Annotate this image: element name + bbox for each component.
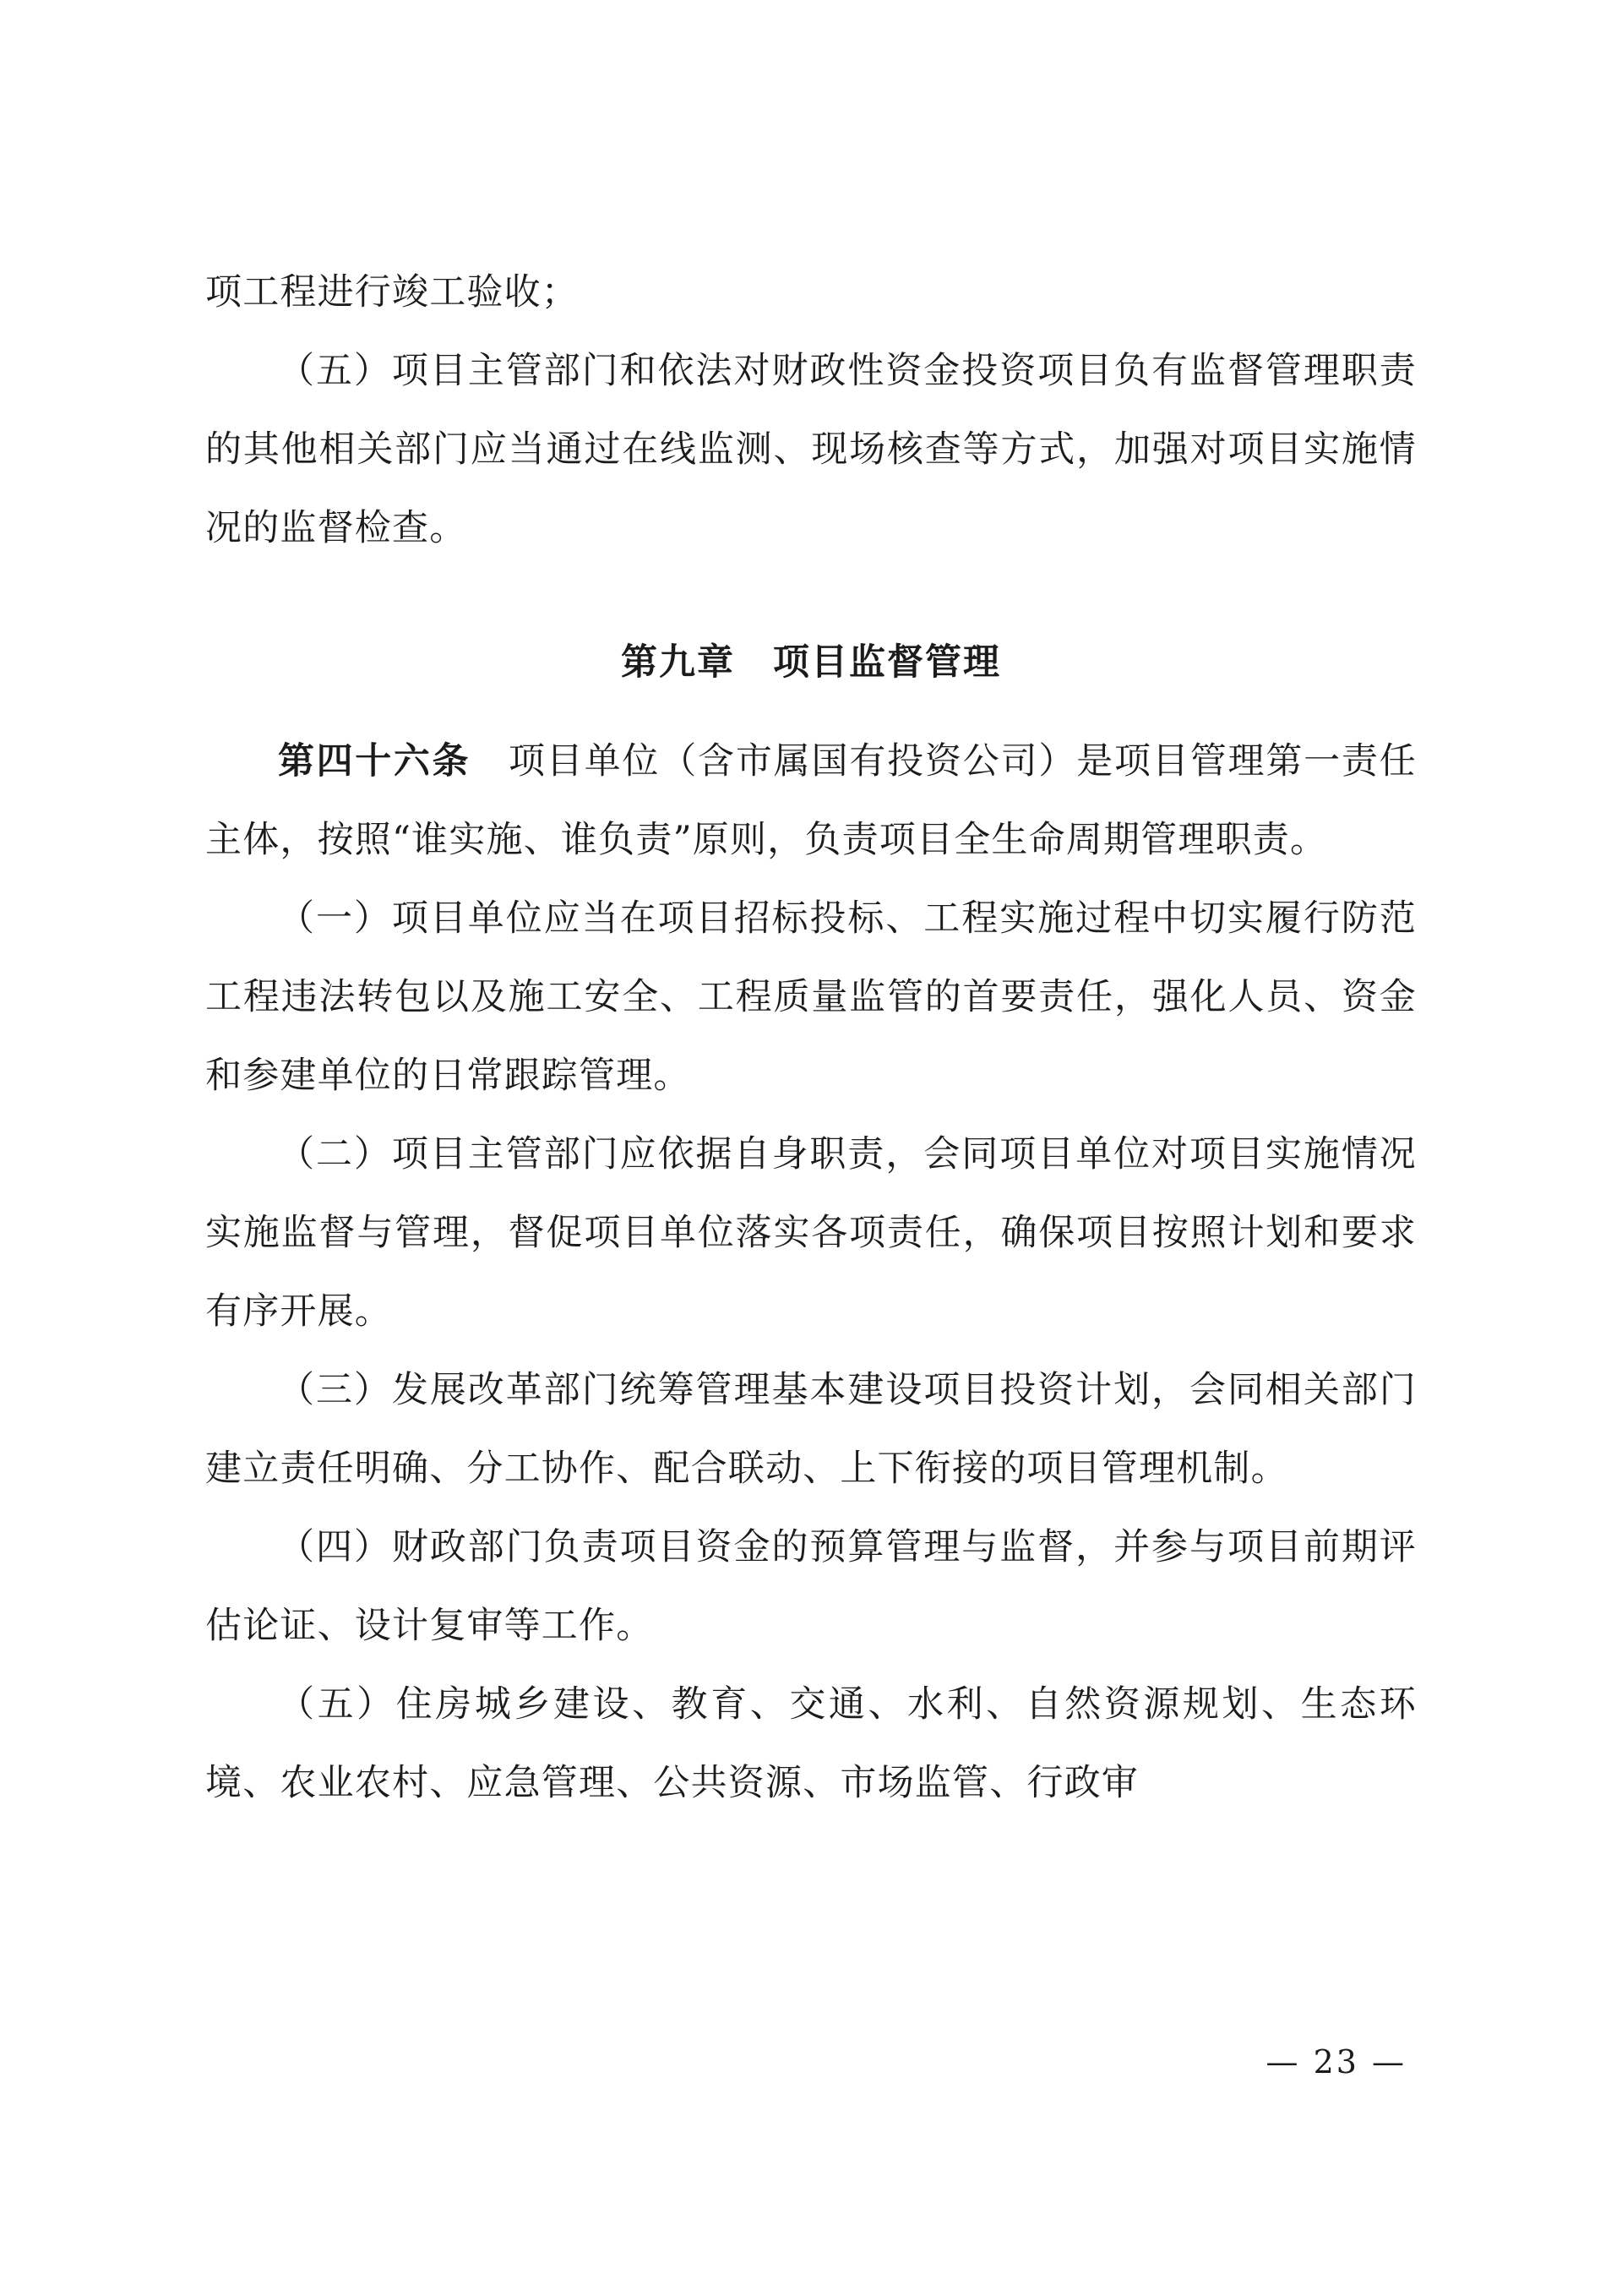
paragraph-item-one: （一）项目单位应当在项目招标投标、工程实施过程中切实履行防范工程违法转包以及施工安全、工程质量监管的首要责任，强化人员、资金和参建单位的日常跟踪管理。 xyxy=(205,897,1417,1097)
paragraph-continuation: 项工程进行竣工验收； xyxy=(205,271,579,314)
section-spacer xyxy=(205,568,1417,624)
heading-spacer xyxy=(205,702,1417,723)
article-number-label: 第四十六条 xyxy=(278,740,471,783)
paragraph-article-46 xyxy=(205,723,1417,880)
paragraph-item-five-top: （五）项目主管部门和依法对财政性资金投资项目负有监督管理职责的其他相关部门应当通过在线监测、现场核查等方式，加强对项目实施情况的监督检查。 xyxy=(205,350,1417,549)
page-number: — 23 — xyxy=(1265,2043,1407,2081)
document-body xyxy=(205,254,1417,1823)
paragraph-item-three: （三）发展改革部门统筹管理基本建设项目投资计划，会同相关部门建立责任明确、分工协作、配合联动、上下衔接的项目管理机制。 xyxy=(205,1369,1417,1490)
chapter-heading: 第九章 项目监督管理 xyxy=(621,641,1001,684)
article-46-text: 项目单位（含市属国有投资公司）是项目管理第一责任主体，按照“谁实施、谁负责”原则，负责项目全生命周期管理职责。 xyxy=(205,740,1418,861)
paragraph-item-two: （二）项目主管部门应依据自身职责，会同项目单位对项目实施情况实施监督与管理，督促项目单位落实各项责任，确保项目按照计划和要求有序开展。 xyxy=(205,1133,1417,1333)
paragraph-item-five-bottom: （五）住房城乡建设、教育、交通、水利、自然资源规划、生态环境、农业农村、应急管理、公共资源、市场监管、行政审 xyxy=(205,1683,1417,1804)
paragraph-item-four: （四）财政部门负责项目资金的预算管理与监督，并参与项目前期评估论证、设计复审等工作。 xyxy=(205,1526,1417,1647)
